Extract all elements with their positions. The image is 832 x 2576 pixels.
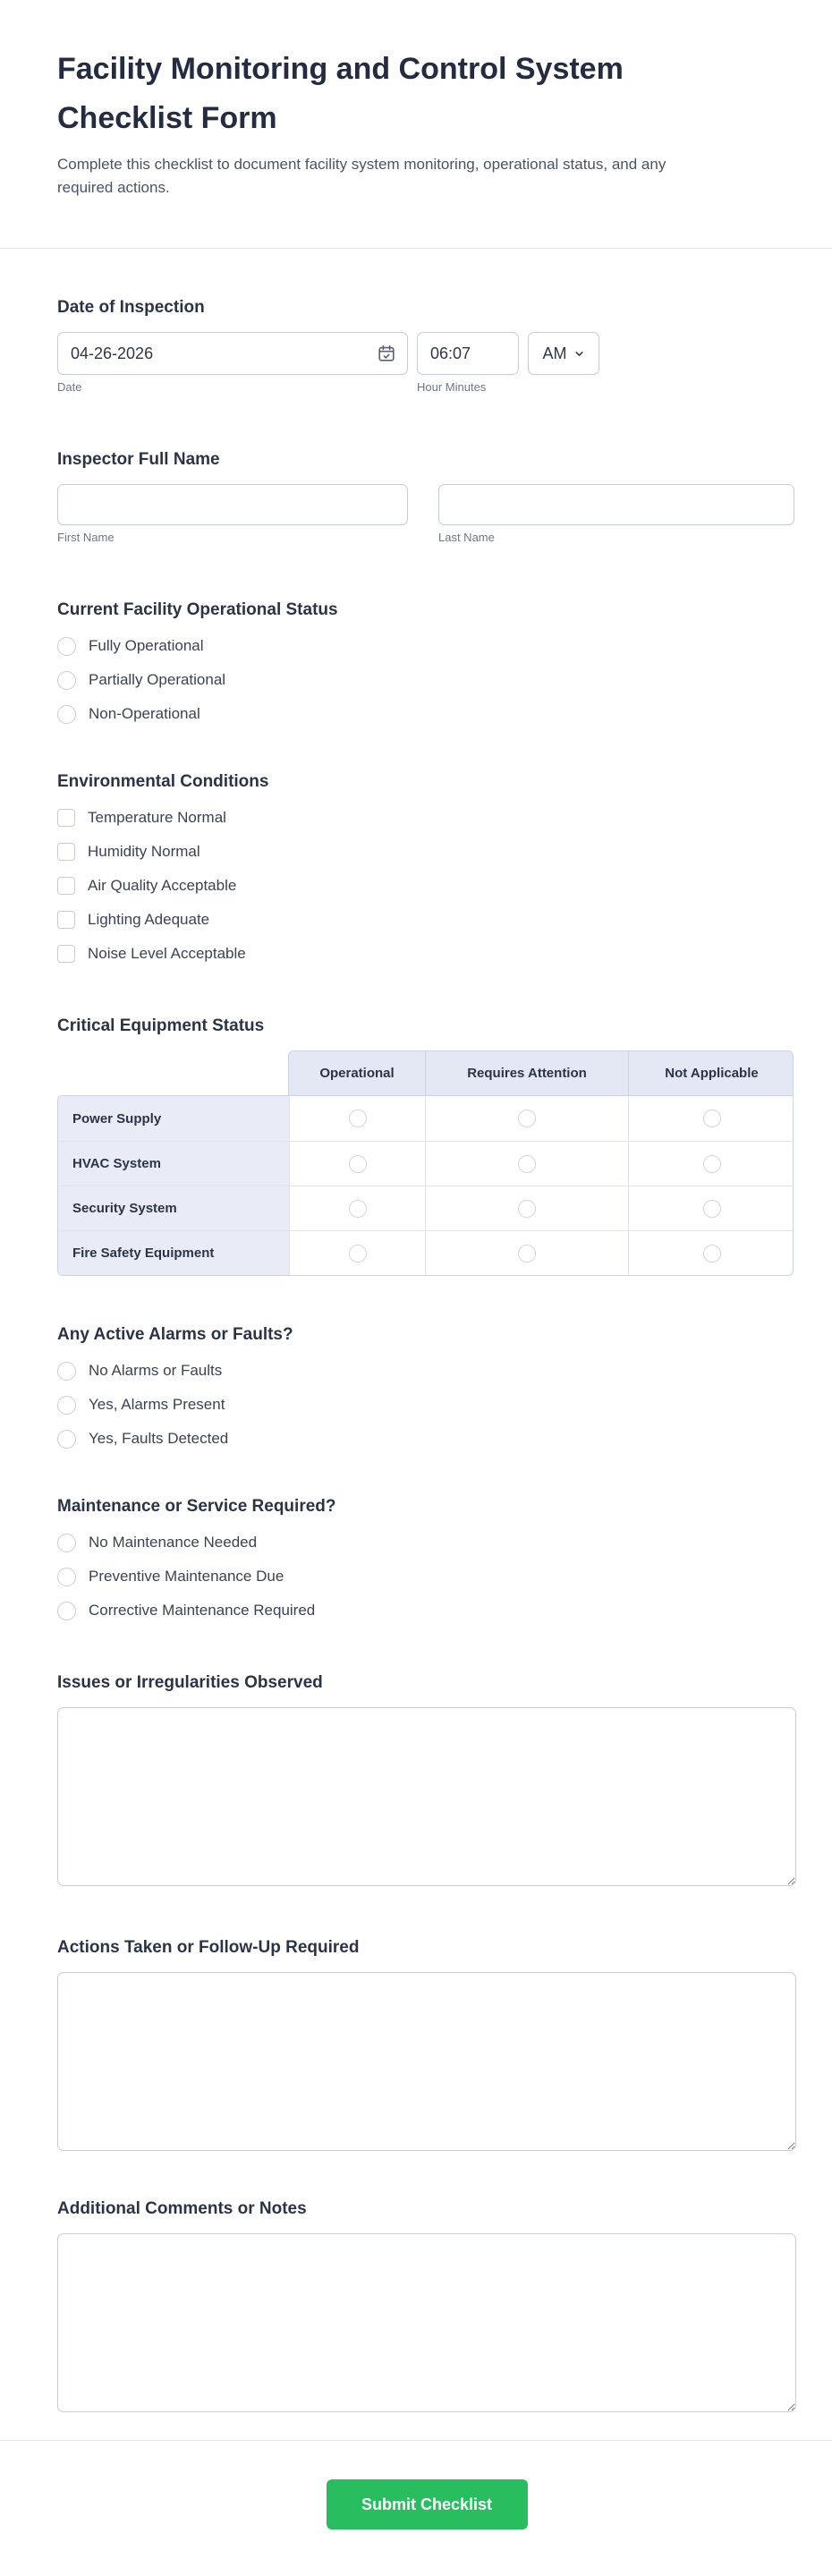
- form-title: Facility Monitoring and Control System Checklist Form: [57, 52, 624, 135]
- date-sublabel: Date: [57, 380, 82, 394]
- radio-option-label: Preventive Maintenance Due: [89, 1568, 284, 1585]
- radio-option-label: No Maintenance Needed: [89, 1534, 258, 1551]
- radio-option[interactable]: [57, 1388, 796, 1422]
- status-radio-group: [57, 629, 796, 731]
- checkbox-icon[interactable]: [57, 911, 75, 929]
- section-maintenance: [57, 1495, 796, 1628]
- date-controls-row: [57, 332, 796, 375]
- section-alarms: [57, 1323, 796, 1456]
- radio-icon[interactable]: [57, 1396, 76, 1415]
- section-actions: [57, 1936, 796, 2155]
- equipment-radio-icon[interactable]: [518, 1200, 536, 1218]
- alarms-radio-group: [57, 1354, 796, 1456]
- equipment-radio-icon[interactable]: [349, 1109, 367, 1127]
- issues-textarea[interactable]: [57, 1707, 796, 1886]
- date-field-wrap: [57, 332, 408, 375]
- equipment-radio-cell-not-applicable[interactable]: [628, 1230, 794, 1275]
- radio-icon[interactable]: [57, 671, 76, 690]
- section-issues: [57, 1671, 796, 1891]
- equipment-radio-icon[interactable]: [703, 1155, 721, 1173]
- equipment-column-header: Requires Attention: [425, 1051, 628, 1095]
- equipment-radio-icon[interactable]: [349, 1200, 367, 1218]
- radio-option-label: No Alarms or Faults: [89, 1362, 223, 1379]
- equipment-radio-icon[interactable]: [703, 1245, 721, 1262]
- equipment-section-label: Critical Equipment Status: [57, 1016, 265, 1035]
- time-sublabel: Hour Minutes: [417, 380, 487, 394]
- submit-button[interactable]: Submit Checklist: [327, 2479, 528, 2529]
- radio-option-label: Corrective Maintenance Required: [89, 1602, 316, 1619]
- radio-icon[interactable]: [57, 1534, 76, 1552]
- page-header: [0, 0, 832, 200]
- checkbox-option-label: Humidity Normal: [88, 843, 200, 860]
- equipment-radio-icon[interactable]: [349, 1155, 367, 1173]
- checkbox-icon[interactable]: [57, 877, 75, 895]
- equipment-row-label: Security System: [58, 1186, 289, 1230]
- form-subtitle: Complete this checklist to document facility system monitoring, operational status, and any required actions.: [57, 156, 666, 196]
- radio-option[interactable]: [57, 1560, 796, 1594]
- checkbox-option[interactable]: [57, 903, 796, 937]
- radio-icon[interactable]: [57, 1568, 76, 1586]
- equipment-radio-cell-requires-attention[interactable]: [425, 1096, 628, 1141]
- radio-option[interactable]: [57, 629, 796, 663]
- name-sublabels-row: [57, 531, 796, 545]
- equipment-row-label: Power Supply: [58, 1096, 289, 1141]
- issues-section-label: Issues or Irregularities Observed: [57, 1673, 323, 1692]
- actions-textarea[interactable]: [57, 1972, 796, 2151]
- name-section-label: Inspector Full Name: [57, 450, 220, 469]
- env-checkbox-group: [57, 801, 796, 971]
- radio-icon[interactable]: [57, 1602, 76, 1620]
- name-controls-row: [57, 484, 796, 525]
- equipment-radio-icon[interactable]: [518, 1109, 536, 1127]
- time-input[interactable]: [417, 332, 519, 375]
- equipment-row-label: HVAC System: [58, 1141, 289, 1186]
- equipment-row-label: Fire Safety Equipment: [58, 1230, 289, 1275]
- radio-option[interactable]: [57, 1594, 796, 1628]
- radio-option-label: Non-Operational: [89, 705, 200, 722]
- checkbox-option-label: Lighting Adequate: [88, 911, 210, 928]
- section-inspector-name: [57, 448, 796, 545]
- equipment-table: [57, 1050, 794, 1276]
- equipment-radio-cell-operational[interactable]: [289, 1096, 425, 1141]
- form-body: [0, 249, 832, 2417]
- checkbox-option[interactable]: [57, 937, 796, 971]
- equipment-radio-icon[interactable]: [703, 1109, 721, 1127]
- radio-option-label: Fully Operational: [89, 637, 204, 654]
- last-name-input[interactable]: [438, 484, 794, 525]
- first-name-sublabel: First Name: [57, 531, 115, 544]
- checkbox-icon[interactable]: [57, 843, 75, 861]
- radio-icon[interactable]: [57, 1362, 76, 1381]
- radio-option[interactable]: [57, 1526, 796, 1560]
- equipment-radio-cell-not-applicable[interactable]: [628, 1141, 794, 1186]
- section-environmental-conditions: [57, 770, 796, 971]
- equipment-radio-icon[interactable]: [518, 1245, 536, 1262]
- equipment-radio-icon[interactable]: [518, 1155, 536, 1173]
- equipment-radio-cell-requires-attention[interactable]: [425, 1186, 628, 1230]
- equipment-column-header: Not Applicable: [628, 1051, 794, 1095]
- ampm-value: AM: [542, 344, 567, 362]
- equipment-radio-cell-operational[interactable]: [289, 1230, 425, 1275]
- checkbox-option[interactable]: [57, 835, 796, 869]
- checkbox-option-label: Noise Level Acceptable: [88, 945, 246, 962]
- checkbox-option-label: Air Quality Acceptable: [88, 877, 237, 894]
- radio-option[interactable]: [57, 1422, 796, 1456]
- date-sublabels-row: [57, 380, 796, 395]
- equipment-table-header: [288, 1050, 794, 1095]
- radio-option-label: Yes, Faults Detected: [89, 1430, 229, 1447]
- ampm-select[interactable]: [528, 332, 599, 375]
- section-date-of-inspection: [57, 296, 796, 395]
- equipment-radio-cell-requires-attention[interactable]: [425, 1141, 628, 1186]
- checkbox-option-label: Temperature Normal: [88, 809, 226, 826]
- env-section-label: Environmental Conditions: [57, 772, 269, 791]
- last-name-sublabel: Last Name: [438, 531, 495, 544]
- equipment-column-header: Operational: [319, 1066, 395, 1081]
- checkbox-option[interactable]: [57, 801, 796, 835]
- date-input[interactable]: [57, 332, 408, 375]
- actions-section-label: Actions Taken or Follow-Up Required: [57, 1938, 360, 1957]
- radio-icon[interactable]: [57, 1430, 76, 1449]
- chevron-down-icon: [573, 348, 585, 360]
- equipment-radio-cell-not-applicable[interactable]: [628, 1096, 794, 1141]
- equipment-table-body: [57, 1095, 794, 1276]
- equipment-radio-cell-requires-attention[interactable]: [425, 1230, 628, 1275]
- maintenance-section-label: Maintenance or Service Required?: [57, 1497, 336, 1516]
- calendar-check-icon[interactable]: [377, 344, 396, 363]
- page-footer: [0, 2441, 832, 2576]
- equipment-radio-cell-operational[interactable]: [289, 1186, 425, 1230]
- radio-option[interactable]: [57, 663, 796, 697]
- radio-icon[interactable]: [57, 637, 76, 656]
- date-section-label: Date of Inspection: [57, 298, 205, 317]
- radio-icon[interactable]: [57, 705, 76, 724]
- maintenance-radio-group: [57, 1526, 796, 1628]
- status-section-label: Current Facility Operational Status: [57, 600, 338, 619]
- checkbox-icon[interactable]: [57, 809, 75, 827]
- comments-textarea[interactable]: [57, 2233, 796, 2412]
- section-operational-status: [57, 599, 796, 731]
- radio-option[interactable]: [57, 697, 796, 731]
- alarms-section-label: Any Active Alarms or Faults?: [57, 1325, 293, 1344]
- equipment-radio-icon[interactable]: [349, 1245, 367, 1262]
- checkbox-icon[interactable]: [57, 945, 75, 963]
- radio-option[interactable]: [57, 1354, 796, 1388]
- radio-option-label: Yes, Alarms Present: [89, 1396, 225, 1413]
- first-name-input[interactable]: [57, 484, 408, 525]
- section-comments: [57, 2198, 796, 2417]
- section-critical-equipment: [57, 1015, 796, 1276]
- radio-option-label: Partially Operational: [89, 671, 226, 688]
- equipment-radio-cell-not-applicable[interactable]: [628, 1186, 794, 1230]
- equipment-radio-cell-operational[interactable]: [289, 1141, 425, 1186]
- equipment-radio-icon[interactable]: [703, 1200, 721, 1218]
- checkbox-option[interactable]: [57, 869, 796, 903]
- comments-section-label: Additional Comments or Notes: [57, 2199, 307, 2218]
